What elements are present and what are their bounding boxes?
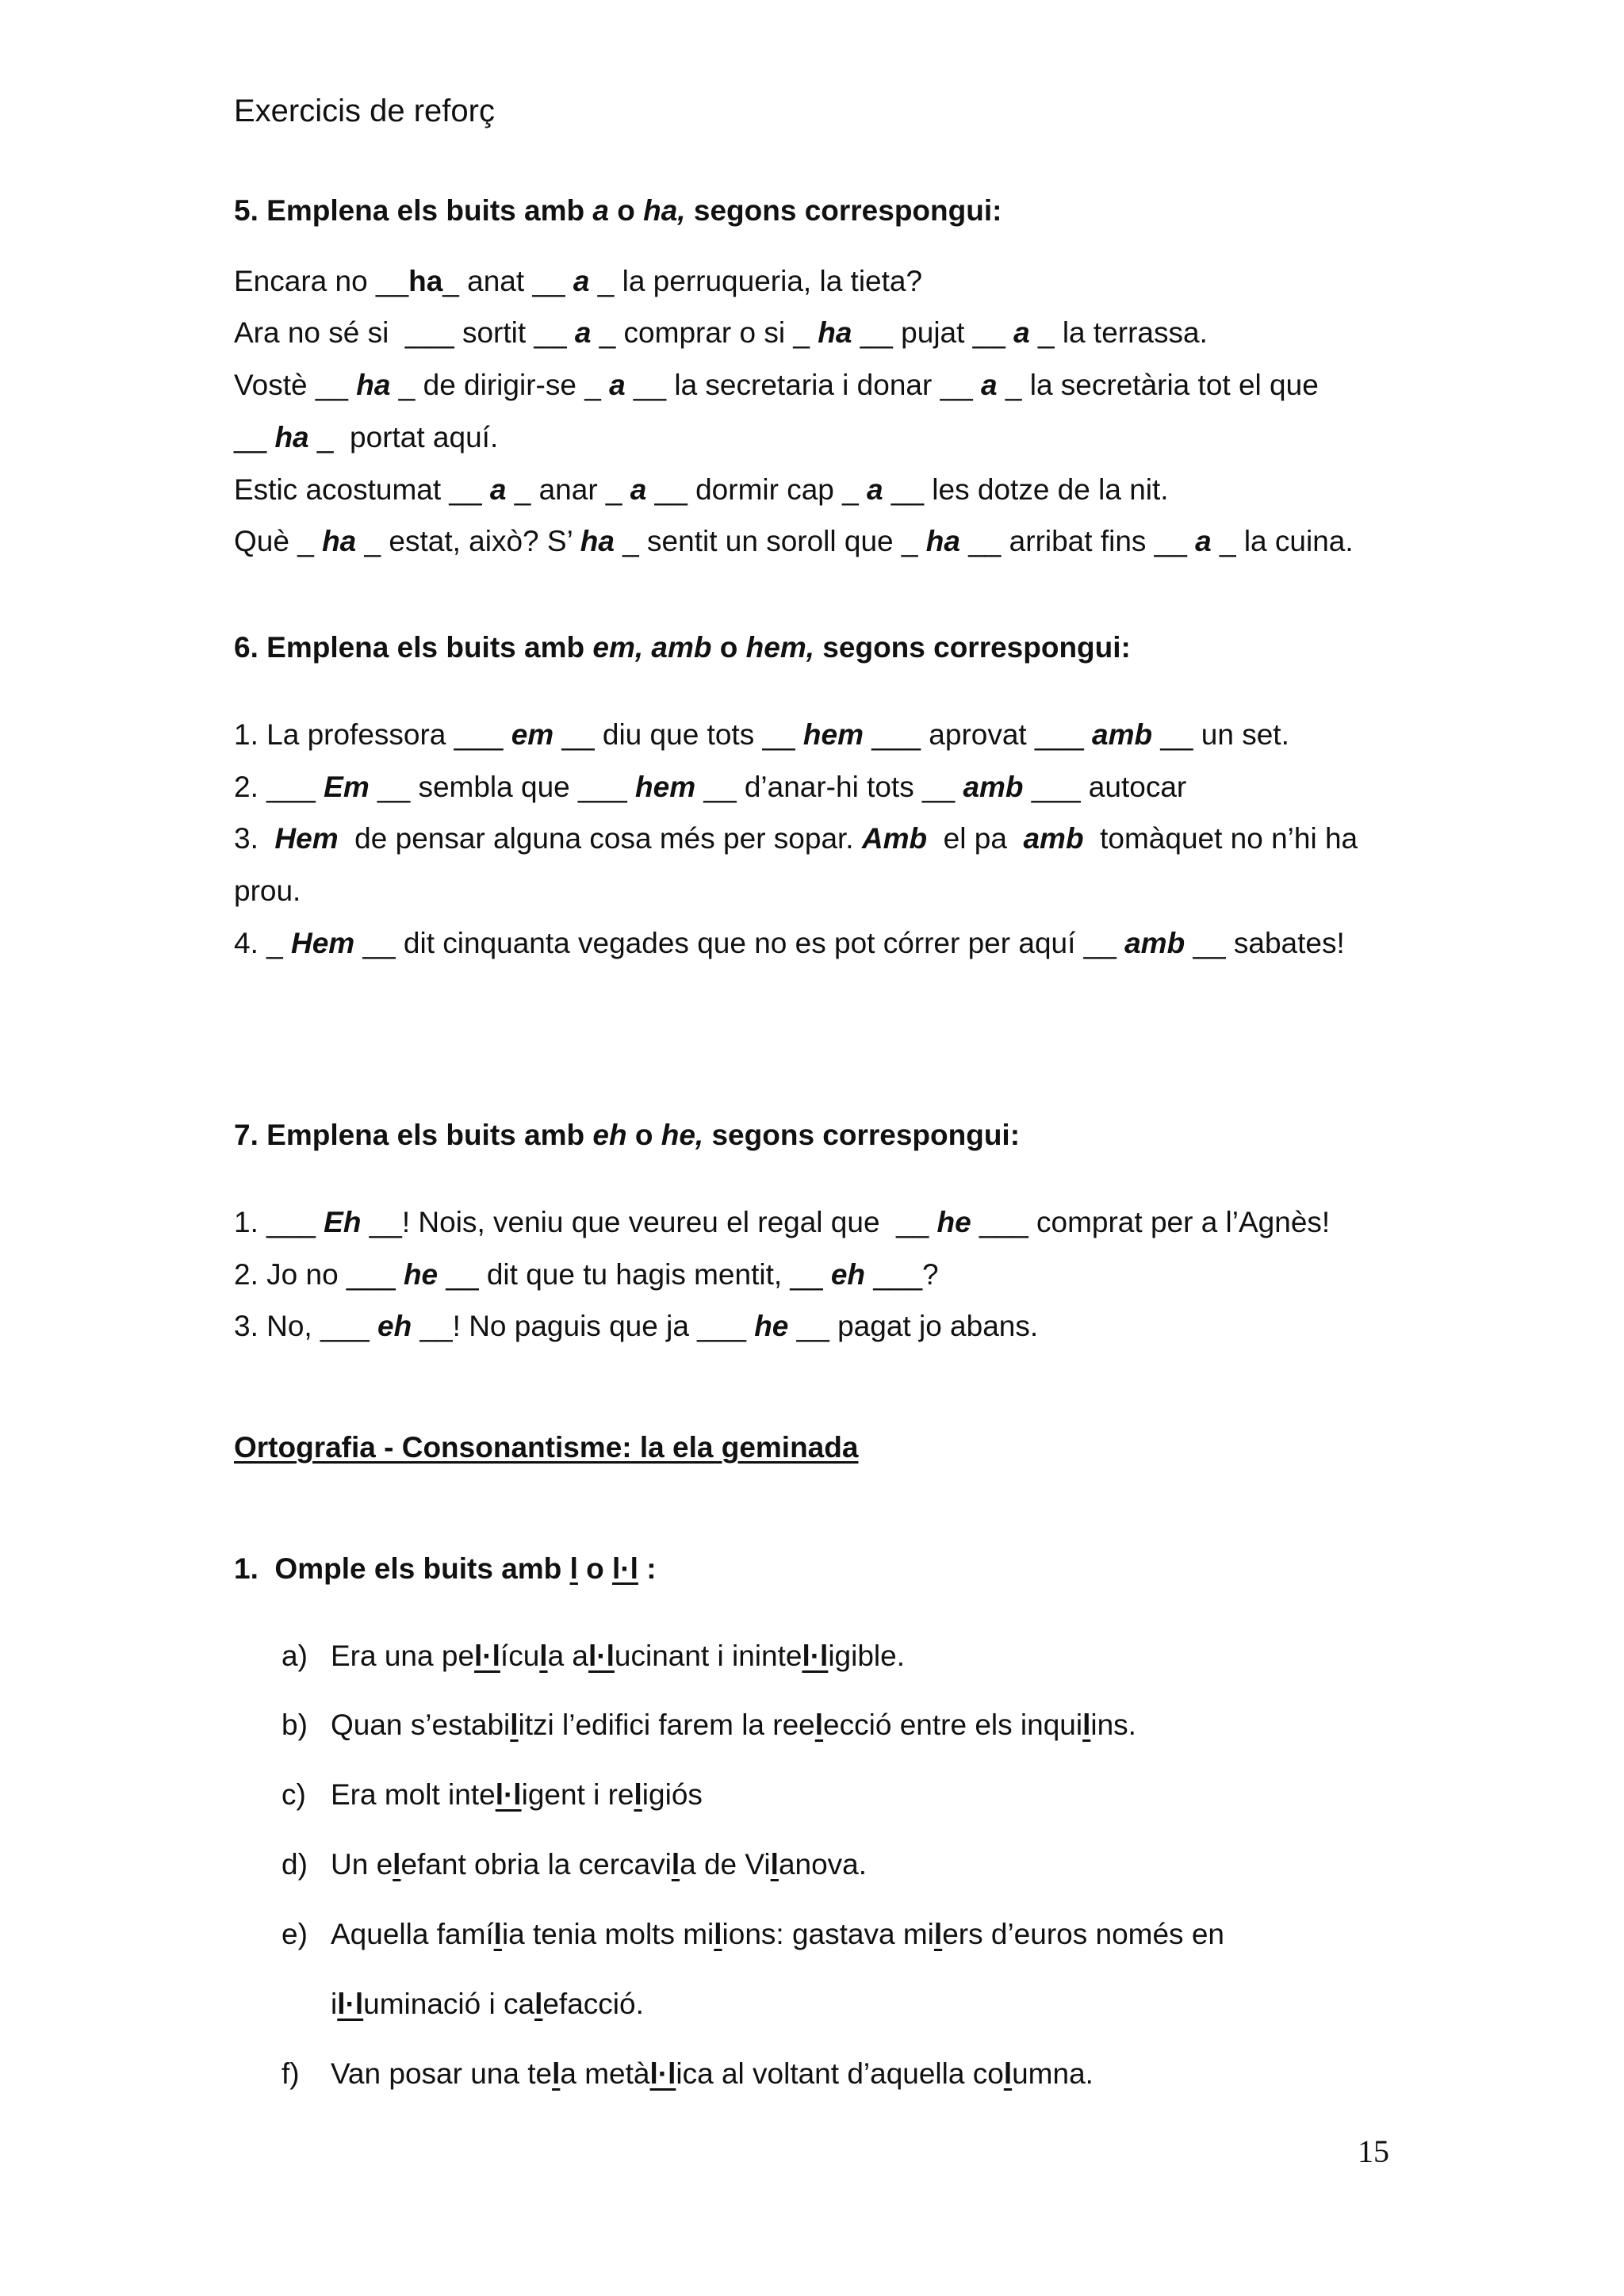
text-run: Ara no sé si ___ sortit __ (234, 316, 575, 349)
filled-gap: l (671, 1848, 680, 1881)
filled-gap: l (534, 1988, 543, 2020)
answer-word: hem (802, 718, 864, 751)
exercise-1-heading (234, 1552, 657, 1586)
text-run: 2. Jo no ___ (234, 1258, 404, 1291)
text-run: __ un set. (1152, 718, 1289, 751)
sentence-line (234, 368, 1319, 403)
text-run: __ les dotze de la nit. (883, 473, 1169, 506)
answer-word: a (573, 265, 590, 297)
answer-word: a (609, 369, 626, 401)
text-run: __ sembla que ___ (369, 771, 636, 803)
text-run: ers d’euros només en (942, 1918, 1224, 1950)
sentence-line (234, 1257, 939, 1292)
text-run: __ la secretaria i donar __ (625, 369, 982, 401)
filled-gap: l (1003, 2057, 1013, 2090)
answer-word: Amb (861, 822, 928, 855)
text-run: ___? (865, 1258, 939, 1291)
list-item (282, 1777, 703, 1812)
text-run: anova. (778, 1848, 868, 1881)
text-run: segons correspongui: (703, 1119, 1021, 1151)
filled-gap: l (539, 1640, 548, 1672)
text-run: ia tenia molts mi (501, 1918, 714, 1950)
filled-gap: l (552, 2057, 561, 2090)
text-run: 1. ___ (234, 1206, 324, 1238)
list-item (282, 1917, 1224, 1952)
text-run: __ pagat jo abans. (788, 1310, 1039, 1342)
text-run: Vostè __ (234, 369, 357, 401)
filled-gap: l (770, 1848, 779, 1881)
answer-word: hem (635, 771, 696, 803)
answer-word: a (574, 316, 592, 349)
answer-word: eh (830, 1258, 866, 1291)
filled-gap: l (714, 1918, 722, 1950)
item-label: a) (282, 1640, 308, 1672)
answer-word: ha (356, 369, 391, 401)
item-label: c) (282, 1778, 306, 1811)
text-run: el pa (927, 822, 1024, 855)
filled-gap: l·l (588, 1640, 615, 1672)
text-run: prou. (234, 874, 301, 907)
item-label: b) (282, 1709, 308, 1741)
text-run: Un e (331, 1848, 393, 1881)
exercise-6-heading (234, 630, 1131, 665)
text-run: __ arribat fins __ (959, 525, 1196, 557)
sentence-line (234, 821, 1358, 856)
exercise-7-heading (234, 1118, 1020, 1153)
text-run: __! No paguis que ja ___ (412, 1310, 755, 1342)
answer-word: ha (925, 525, 960, 557)
answer-word: amb (1092, 718, 1153, 751)
answer-word: ha, (643, 194, 686, 227)
text-run: segons correspongui: (814, 631, 1131, 664)
answer-word: he (754, 1310, 789, 1342)
text-run: _ la cuina. (1211, 525, 1354, 557)
answer-word: ha (580, 525, 615, 557)
text-run: __ d’anar-hi tots __ (695, 771, 963, 803)
text-run: 2. ___ (234, 771, 324, 803)
text-run: _ comprar o si _ (591, 316, 818, 349)
text-run: segons correspongui: (685, 194, 1002, 227)
text-run: _ portat aquí. (308, 421, 499, 453)
answer-word: Hem (291, 927, 355, 959)
text-run: tomàquet no n’hi ha (1083, 822, 1358, 855)
answer-word: amb (963, 771, 1024, 803)
filled-gap: l·l (474, 1640, 500, 1672)
filled-gap: l (510, 1709, 519, 1741)
text-run: Van posar una te (331, 2057, 553, 2090)
sentence-line (234, 874, 301, 909)
text-run: __ dormir cap _ (646, 473, 868, 506)
list-item (282, 1847, 867, 1882)
text-run: a a (547, 1640, 588, 1672)
text-run: __ pujat __ (852, 316, 1014, 349)
filled-gap: l·l (802, 1640, 829, 1672)
text-run: ___ aprovat ___ (864, 718, 1092, 751)
filled-gap: l (393, 1848, 401, 1881)
sentence-line (234, 473, 1169, 507)
answer-word: Hem (274, 822, 339, 855)
text-run: _ estat, això? S’ (356, 525, 580, 557)
filled-gap: l (493, 1918, 502, 1950)
text-run: 1. Omple els buits amb (234, 1552, 570, 1585)
answer-word: eh (377, 1310, 412, 1342)
text-run: 3. (234, 822, 275, 855)
text-run: o (577, 1552, 613, 1585)
text-run: efacció. (542, 1988, 644, 2020)
text-run: 3. No, ___ (234, 1310, 378, 1342)
answer-word: he (403, 1258, 439, 1291)
answer-word: Eh (324, 1206, 362, 1238)
answer-word: he (936, 1206, 971, 1238)
text-run: _ sentit un soroll que _ (614, 525, 926, 557)
text-run: _ de dirigir-se _ (390, 369, 610, 401)
item-label: e) (282, 1918, 308, 1950)
item-label: f) (282, 2057, 300, 2090)
text-run: __ (234, 421, 275, 453)
list-item (282, 1639, 905, 1674)
sentence-line (234, 1309, 1038, 1344)
answer-word: he, (661, 1119, 704, 1151)
text-run: igible. (828, 1640, 906, 1672)
text-run: itzi l’edifici farem la ree (518, 1709, 815, 1741)
text-run: de pensar alguna cosa més per sopar. (338, 822, 862, 855)
filled-gap: l·l (649, 2057, 676, 2090)
answer-word: a (1013, 316, 1030, 349)
answer-word: eh (592, 1119, 627, 1151)
answer-word: ha (274, 421, 309, 453)
text-run: : (638, 1552, 657, 1585)
text-run: ___ comprat per a l’Agnès! (971, 1206, 1331, 1238)
exercise-5-heading (234, 193, 1002, 228)
text-run: ica al voltant d’aquella co (676, 2057, 1004, 2090)
text-run: o (608, 194, 644, 227)
filled-gap: l (814, 1709, 824, 1741)
text-run: 5. Emplena els buits amb (234, 194, 593, 227)
text-run: Quan s’estabi (331, 1709, 511, 1741)
list-item (282, 2057, 1094, 2091)
text-run: __ sabates! (1185, 927, 1345, 959)
option-letter: l·l (612, 1552, 638, 1585)
sentence-line (234, 926, 1345, 961)
text-run: __ dit que tu hagis mentit, __ (438, 1258, 831, 1291)
answer-word: amb (1124, 927, 1185, 959)
sentence-line (234, 1205, 1330, 1240)
answer-word: hem, (745, 631, 815, 664)
text-run: __! Nois, veniu que veureu el regal que __ (361, 1206, 937, 1238)
text-run: _ anar _ (506, 473, 630, 506)
page-header: Exercicis de reforç (234, 94, 495, 128)
sentence-line (234, 420, 498, 455)
text-run: igent i re (521, 1778, 634, 1811)
text-run: Era una pe (331, 1640, 475, 1672)
sentence-line (234, 264, 922, 299)
filled-gap: l (933, 1918, 943, 1950)
answer-word: em, amb (592, 631, 712, 664)
page-number: 15 (1358, 2133, 1389, 2169)
sentence-line (234, 316, 1208, 350)
text-run: __ dit cinquanta vegades que no es pot córrer per aquí __ (354, 927, 1125, 959)
text-run: _ anat __ (442, 265, 573, 297)
text-run: 6. Emplena els buits amb (234, 631, 593, 664)
answer-word: ha (408, 265, 443, 297)
text-run: __ diu que tots __ (553, 718, 803, 751)
text-run: Estic acostumat __ (234, 473, 490, 506)
text-run: ucinant i ininte (614, 1640, 802, 1672)
text-run: _ la perruqueria, la tieta? (589, 265, 923, 297)
filled-gap: l·l (495, 1778, 522, 1811)
answer-word: a (592, 194, 609, 227)
text-run: igiós (642, 1778, 703, 1811)
answer-word: a (1195, 525, 1212, 557)
text-run: Era molt inte (331, 1778, 496, 1811)
answer-word: ha (818, 316, 852, 349)
text-run: o (626, 1119, 661, 1151)
text-run: _ la secretària tot el que (997, 369, 1319, 401)
text-run: ecció entre els inqui (823, 1709, 1083, 1741)
text-run: Aquella famí (331, 1918, 494, 1950)
text-run: 7. Emplena els buits amb (234, 1119, 593, 1151)
text-run: ions: gastava mi (722, 1918, 934, 1950)
text-run: uminació i ca (363, 1988, 535, 2020)
text-run: ___ autocar (1023, 771, 1187, 803)
option-letter: l (569, 1552, 578, 1585)
answer-word: ha (322, 525, 357, 557)
list-item (282, 1708, 1136, 1743)
text-run: o (711, 631, 746, 664)
text-run: Què _ (234, 525, 323, 557)
section-title: Ortografia - Consonantisme: la ela geminada (234, 1431, 859, 1464)
answer-word: em (511, 718, 554, 751)
answer-word: a (867, 473, 883, 506)
text-run: _ la terrassa. (1029, 316, 1208, 349)
filled-gap: l (1082, 1709, 1091, 1741)
list-item (282, 1987, 644, 2022)
filled-gap: l (634, 1778, 642, 1811)
answer-word: Em (324, 771, 370, 803)
filled-gap: l·l (337, 1988, 364, 2020)
sentence-line (234, 770, 1186, 805)
text-run: i (331, 1988, 338, 2020)
sentence-line (234, 524, 1354, 559)
text-run: a metà (560, 2057, 650, 2090)
answer-word: a (981, 369, 998, 401)
text-run: Encara no __ (234, 265, 409, 297)
item-label: d) (282, 1848, 308, 1881)
text-run: 4. _ (234, 927, 291, 959)
answer-word: a (489, 473, 507, 506)
answer-word: amb (1023, 822, 1084, 855)
sentence-line (234, 718, 1289, 752)
text-run: efant obria la cercavi (400, 1848, 672, 1881)
text-run: umna. (1012, 2057, 1094, 2090)
text-run: ícu (500, 1640, 540, 1672)
text-run: a de Vi (680, 1848, 771, 1881)
text-run: ins. (1090, 1709, 1136, 1741)
answer-word: a (630, 473, 647, 506)
text-run: 1. La professora ___ (234, 718, 511, 751)
